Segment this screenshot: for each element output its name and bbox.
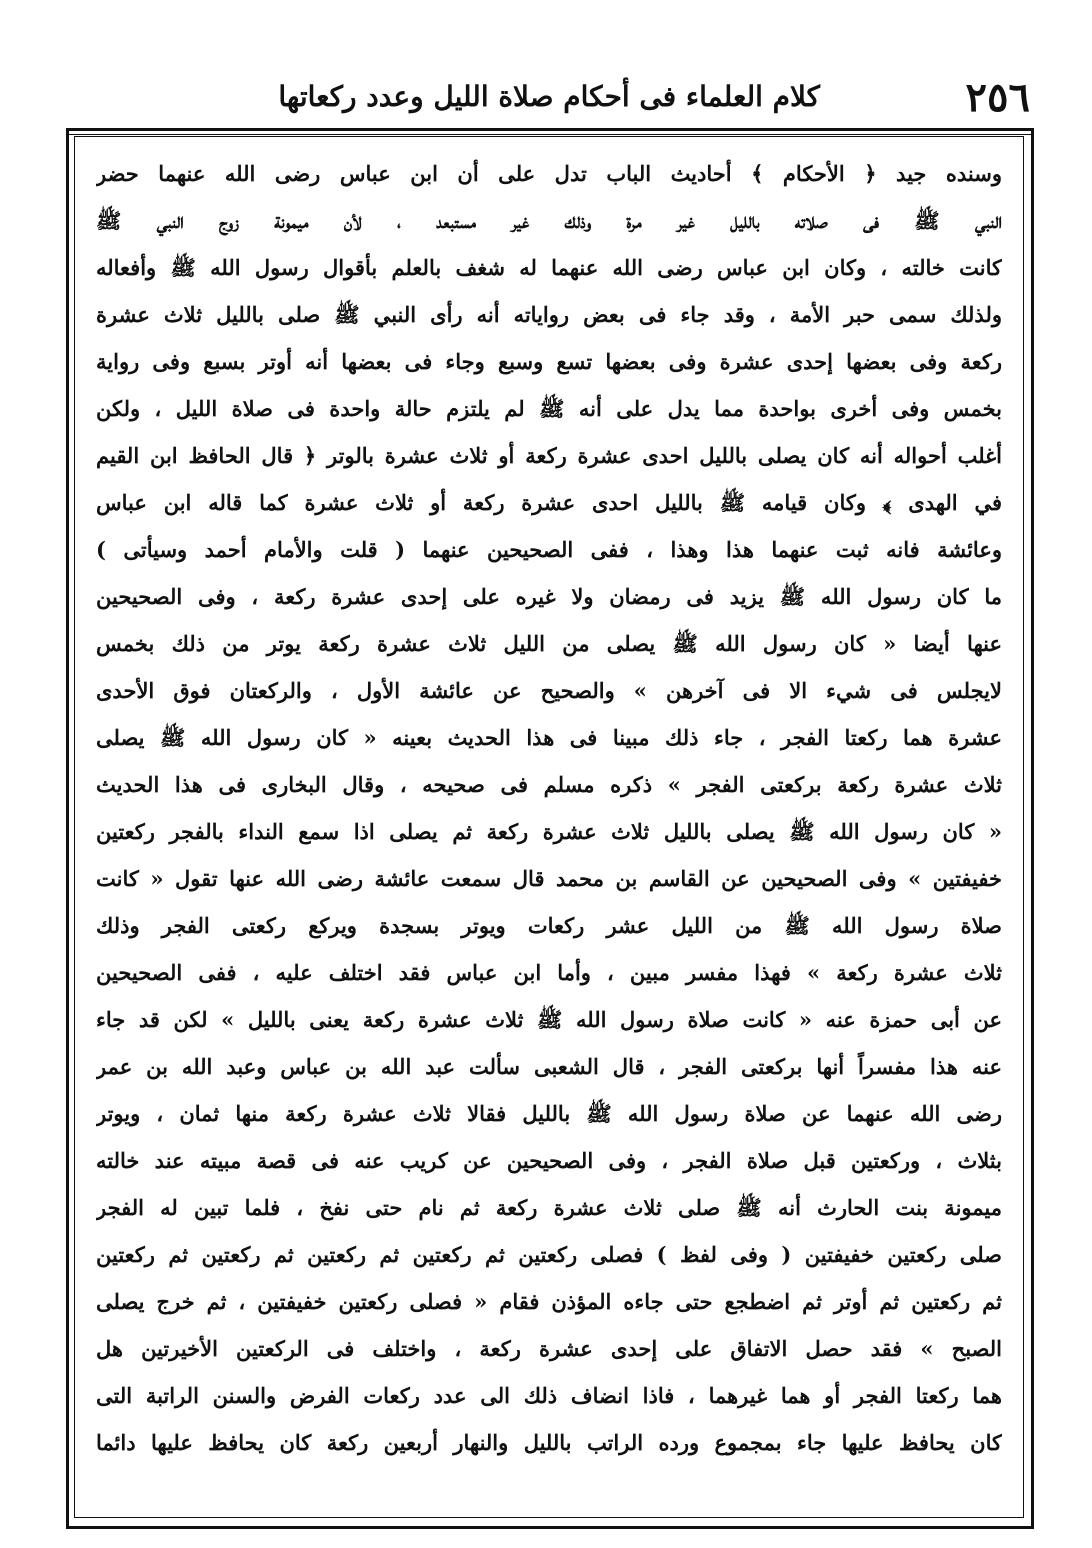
text-line: وسنده جيد ﴿ الأحكام ﴾ أحاديث الباب تدل على أن ابن عباس رضى الله عنهما حضر [96,161,1002,186]
running-title: كلام العلماء فى أحكام صلاة الليل وعدد ركعاتها [278,80,820,113]
text-line: ثلاث عشرة ركعة بركعتى الفجر » ذكره مسلم فى صحيحه ، وقال البخارى فى هذا الحديث [96,772,1002,797]
text-line: بخمس وفى أخرى بواحدة مما يدل على أنه ﷺ لم يلتزم حالة واحدة فى صلاة الليل ، ولكن [96,396,1002,421]
text-line: بثلاث ، وركعتين قبل صلاة الفجر ، وفى الصحيحين عن كريب عنه فى قصة مبيته عند خالته [96,1148,1002,1173]
text-line: النبي ﷺ فى صلاته بالليل غير مرة وذلك غير مستبعد ، لأن ميمونة زوج النبي ﷺ [96,208,1002,233]
text-line: عنها أيضا « كان رسول الله ﷺ يصلى من الليل ثلاث عشرة ركعة يوتر من ذلك بخمس [96,631,1002,656]
text-line: ثلاث عشرة ركعة » فهذا مفسر مبين ، وأما ابن عباس فقد اختلف عليه ، ففى الصحيحين [96,960,1002,985]
page-number: ٢٥٦ [965,74,1030,121]
text-line: ميمونة بنت الحارث أنه ﷺ صلى ثلاث عشرة ركعة ثم نام حتى نفخ ، فلما تبين له الفجر [96,1195,1002,1220]
text-line: عنه هذا مفسراً أنها بركعتى الفجر ، قال الشعبى سألت عبد الله بن عباس وعبد الله بن عمر [96,1054,1002,1079]
text-line: في الهدى ﴾ وكان قيامه ﷺ بالليل احدى عشرة ركعة أو ثلاث عشرة كما قاله ابن عباس [96,490,1002,515]
text-line: عشرة هما ركعتا الفجر ، جاء ذلك مبينا فى هذا الحديث بعينه « كان رسول الله ﷺ يصلى [96,725,1002,750]
text-line: ركعة وفى بعضها إحدى عشرة وفى بعضها تسع وسبع وجاء فى بعضها أنه أوتر بسبع وفى رواية [96,349,1002,374]
text-line: كانت خالته ، وكان ابن عباس رضى الله عنهما له شغف بالعلم بأقوال رسول الله ﷺ وأفعاله [96,255,1002,280]
text-line: رضى الله عنهما عن صلاة رسول الله ﷺ بالليل فقالا ثلاث عشرة ركعة منها ثمان ، ويوتر [96,1101,1002,1126]
page-header [70,72,1030,120]
text-line: « كان رسول الله ﷺ يصلى بالليل ثلاث عشرة ركعة ثم يصلى اذا سمع النداء بالفجر ركعتين [96,819,1002,844]
text-line: صلى ركعتين خفيفتين ( وفى لفظ ) فصلى ركعتين ثم ركعتين ثم ركعتين ثم ركعتين ثم ركعتين [96,1242,1002,1267]
text-line: صلاة رسول الله ﷺ من الليل عشر ركعات ويوتر بسجدة ويركع ركعتى الفجر وذلك [96,913,1002,938]
text-line: ثم ركعتين ثم أوتر ثم اضطجع حتى جاءه المؤذن فقام « فصلى ركعتين خفيفتين ، ثم خرج يصلى [96,1289,1002,1314]
text-line: عن أبى حمزة عنه « كانت صلاة رسول الله ﷺ ثلاث عشرة ركعة يعنى بالليل » لكن قد جاء [96,1007,1002,1032]
text-line: كان يحافظ عليها جاء بمجموع ورده الراتب بالليل والنهار أربعين ركعة كان يحافظ عليها دائما [96,1430,1002,1455]
text-line: وعائشة فانه ثبت عنهما هذا وهذا ، ففى الصحيحين عنهما ( قلت والأمام أحمد وسيأتى ) [96,537,1002,562]
text-line: ولذلك سمى حبر الأمة ، وقد جاء فى بعض رواياته أنه رأى النبي ﷺ صلى بالليل ثلاث عشرة [96,302,1002,327]
text-line: الصبح » فقد حصل الاتفاق على إحدى عشرة ركعة ، واختلف فى الركعتين الأخيرتين هل [96,1336,1002,1361]
text-line: خفيفتين » وفى الصحيحين عن القاسم بن محمد قال سمعت عائشة رضى الله عنها تقول « كانت [96,866,1002,891]
text-line: أغلب أحواله أنه كان يصلى بالليل احدى عشرة ركعة أو ثلاث عشرة بالوتر ﴿ قال الحافظ ابن القيم [96,443,1002,468]
body-text [96,150,1002,1466]
text-line: لايجلس فى شيء الا فى آخرهن » والصحيح عن عائشة الأول ، والركعتان فوق الأحدى [96,678,1002,703]
text-line: ما كان رسول الله ﷺ يزيد فى رمضان ولا غيره على إحدى عشرة ركعة ، وفى الصحيحين [96,584,1002,609]
text-line: هما ركعتا الفجر أو هما غيرهما ، فاذا انضاف ذلك الى عدد ركعات الفرض والسنن الراتبة التى [96,1383,1002,1408]
